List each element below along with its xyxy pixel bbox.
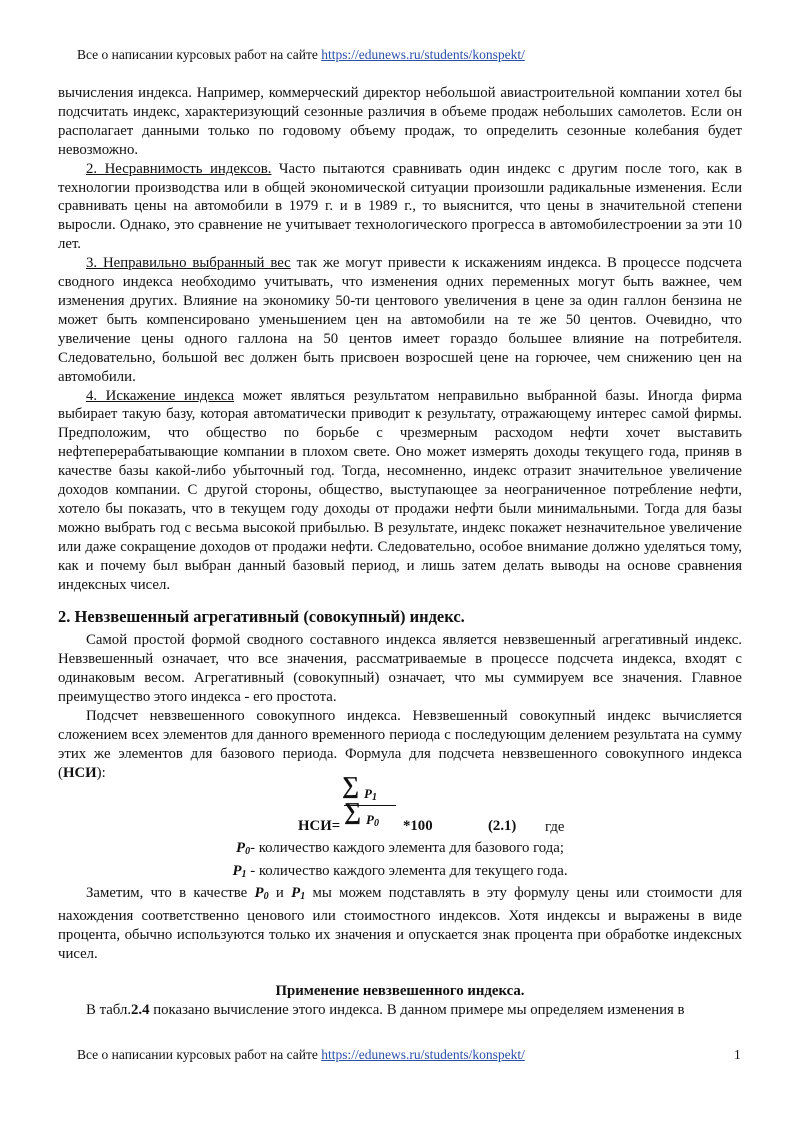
sigma-numerator: ∑ — [342, 772, 360, 799]
item-heading: 4. Искажение индекса — [86, 387, 235, 404]
footer-text: Все о написании курсовых работ на сайте — [77, 1047, 318, 1062]
paragraph — [58, 254, 742, 386]
header-text: Все о написании курсовых работ на сайте — [77, 47, 318, 62]
denominator-symbol: $P_0$ — [366, 811, 379, 829]
page-content — [58, 84, 742, 1020]
sigma-denominator: ∑ — [344, 798, 362, 825]
footer-link[interactable]: https://edunews.ru/students/konspekt/ — [321, 1047, 525, 1062]
formula-lhs: НСИ= — [298, 817, 341, 834]
formula — [58, 772, 742, 839]
section-title: 2. Невзвешенный агрегативный (совокупный) индекс. — [58, 607, 465, 627]
paragraph-text: Подсчет невзвешенного совокупного индекса. Невзвешенный совокупный индекс вычисляется сложением всех элементов для данного временного периода с последующим делением результата на сумму этих же элементов для базового периода. Формула для подсчета невзвешенного совокупного индекса ( — [58, 708, 742, 781]
paragraph — [58, 387, 742, 595]
subsection-title: Применение невзвешенного индекса. — [275, 983, 525, 1000]
paragraph — [58, 707, 742, 783]
paragraph: В табл.2.4 показано вычисление этого индекса. В данном примере мы определяем изменения в — [86, 1001, 685, 1018]
page-footer — [77, 1047, 525, 1063]
paragraph: Самой простой формой сводного составного индекса является невзвешенный агрегативный индекс. Невзвешенный означает, что все значения, рассматриваемые в процессе подсчета индекса, входят с одинаковым весом. Агрегативный (совокупный) означает, что мы суммируем все значения. Главное преимущество этого индекса - его простота. — [58, 632, 742, 706]
formula-multiplier: *100 — [403, 817, 433, 834]
item-text: так же могут привести к искажениям индекса. В процессе подсчета сводного индекса необходимо учитывать, что изменения одних переменных могут быть важнее, чем изменения других. Влияние на экономику 50-ти центового увеличения в цене за один галлон бензина не может быть компенсировано уменьшением цен на автомобили на те же 50 центов. Очевидно, что увеличение цены одного галлона на 50 центов имеет гораздо большее влияние на потребителя. Следовательно, большой вес должен быть присвоен возросшей цене на горючее, чем снижению цен на автомобили. — [58, 255, 742, 385]
paragraph — [58, 160, 742, 255]
page-header — [77, 47, 525, 63]
page-number: 1 — [734, 1047, 741, 1062]
item-heading: 2. Несравнимость индексов. — [86, 160, 272, 177]
paragraph: вычисления индекса. Например, коммерческий директор небольшой авиастроительной компании хотел бы подсчитать индекс, характеризующий сезонные различия в объеме продаж небольших самолетов. Если он располагает данными только по годовому объему продаж, то определить сезонные колебания будет невозможно. — [58, 85, 742, 158]
numerator-symbol: $P_1$ — [364, 785, 377, 803]
formula-number: (2.1) — [488, 817, 517, 834]
paragraph-text: ): — [96, 764, 106, 781]
header-link[interactable]: https://edunews.ru/students/konspekt/ — [321, 47, 525, 62]
item-text: может являться результатом неправильно выбранной базы. Иногда фирма выбирает такую базу, которая автоматически приводит к результату, отражающему интерес самой фирмы. Предположим, что общество по борьбе с чрезмерным расходом нефти хочет выставить нефтеперерабатывающие компании в плохом свете. Оно может измерять доходы текущего года, приняв в качестве базы какой-либо убыточный год. Тогда, несомненно, индекс отразит значительное увеличение доходов компании. С другой стороны, общество, выступающее за неограниченное потребление нефти, хотело бы показать, что в текущем году доходы от продажи нефти были минимальными. Тогда для базы можно выбрать год с весьма высокой прибылью. В результате, индекс покажет незначительное увеличение или даже сокращение доходов от продажи нефти. Следовательно, особое внимание должно уделяться тому, как и почему был выбран данный базовый период, и лишь затем делать выводы на основе сравнения индексных чисел. — [58, 387, 742, 593]
item-text: Часто пытаются сравнивать один индекс с другим после того, как в технологии производства или в общей экономической ситуации произошли радикальные изменения. Если сравнивать цены на автомобили в 1979 г. и в 1989 г., то выяснится, что цены в значительной степени выросли. Однако, это сравнение не учитывает технологического прогресса в автомобилестроении за эти 10 лет. — [58, 160, 742, 253]
definition-p1: $P_1$ - количество каждого элемента для текущего года. — [232, 862, 568, 880]
paragraph: Заметим, что в качестве $P_0$ и $P_1$ мы можем подставлять в эту формулу цены или стоимости для нахождения соответственно ценового или стоимостного индексов. Хотя индексы и выражены в виде процента, обычно используются только их значения и опускается знак процента при обработке индексных чисел. — [58, 885, 743, 963]
formula-where: где — [545, 818, 565, 835]
definition-p0: $P_0-$ количество каждого элемента для базового года; — [236, 839, 564, 857]
abbr: НСИ — [62, 764, 97, 781]
item-heading: 3. Неправильно выбранный вес — [86, 255, 291, 272]
